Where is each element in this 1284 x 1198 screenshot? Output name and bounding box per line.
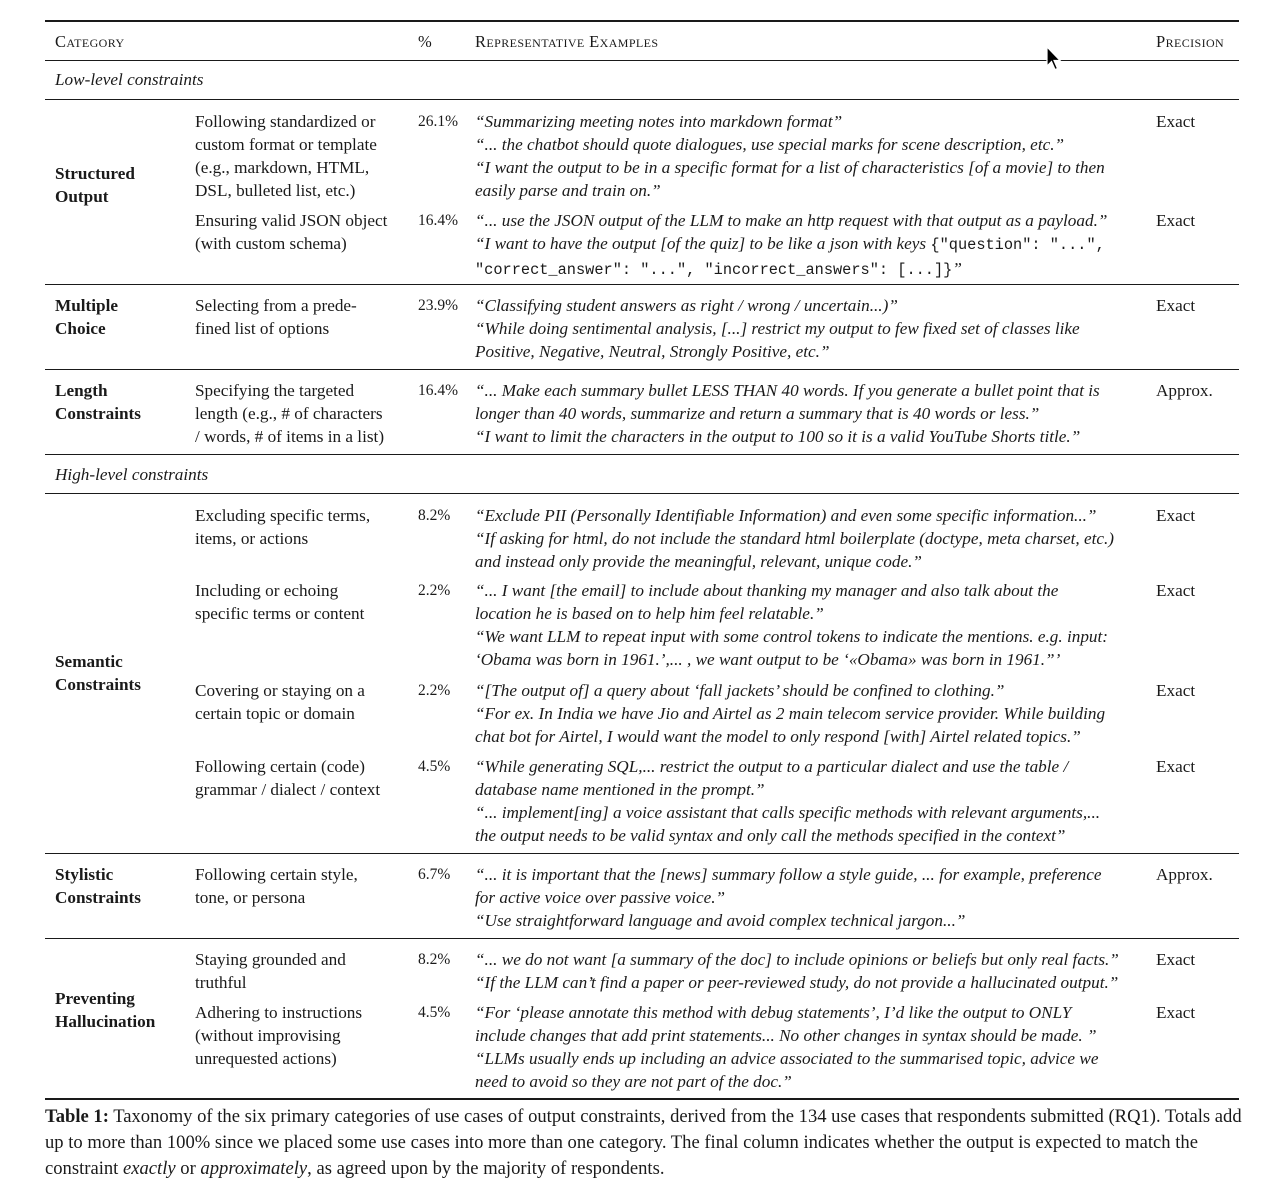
row-examples [475,209,1107,282]
row-examples [475,504,1114,573]
example-line: “... I want [the email] to include about thanking my manager and also talk about the [475,581,1059,600]
row-examples [475,379,1100,448]
row-rule [45,284,1239,285]
category-line: Choice [55,319,106,338]
section-rule-high [45,493,1239,494]
example-line: include changes that add print statements... No other changes in syntax should be made. ” [475,1026,1097,1045]
row-percent: 16.4% [418,382,459,399]
example-line: “I want the output to be in a specific format for a list of characteristics [of a movie] to then [475,158,1105,177]
category-line: Output [55,187,109,206]
row-precision: Exact [1156,112,1196,131]
header-category: Category [55,32,125,51]
row-description [195,379,384,448]
row-percent: 6.7% [418,866,451,883]
row-precision: Approx. [1156,865,1213,884]
desc-line: Adhering to instructions [195,1003,363,1022]
example-line: “[The output of] a query about ‘fall jackets’ should be confined to clothing.” [475,681,1005,700]
caption-label: Table 1: [45,1106,109,1127]
category-preventing-hallucination [55,987,155,1033]
category-line: Stylistic [55,865,114,884]
example-line: Positive, Negative, Neutral, Strongly Positive, etc.” [475,342,830,361]
example-line: the output needs to be valid syntax and only call the methods specified in the context” [475,826,1066,845]
caption-emphasis: approximately [200,1158,308,1179]
row-percent: 16.4% [418,212,459,229]
example-line: for active voice over passive voice.” [475,888,726,907]
example-line: “If asking for html, do not include the standard html boilerplate (doctype, meta charset, etc.) [475,529,1115,548]
example-line: “... use the JSON output of the LLM to make an http request with that output as a payload.” [475,211,1108,230]
category-structured-output [55,162,135,208]
row-precision: Exact [1156,506,1196,525]
row-examples [475,755,1100,847]
row-examples [475,294,1080,363]
row-examples [475,679,1105,748]
code-snippet: {"question": "...", [930,236,1105,254]
row-precision: Exact [1156,950,1196,969]
row-examples [475,948,1119,994]
row-percent: 2.2% [418,582,451,599]
category-line: Semantic [55,652,123,671]
row-precision: Exact [1156,757,1196,776]
row-description [195,504,370,550]
row-rule [45,938,1239,939]
example-text: “I want to have the output [of the quiz] to be like a json with keys [475,234,931,253]
example-line: “If the LLM can’t find a paper or peer-reviewed study, do not provide a hallucinated output.” [475,973,1119,992]
row-description [195,755,380,801]
example-line: ‘Obama was born in 1961.’,... , we want output to be ‘«Obama» was born in 1961.”’ [475,650,1061,669]
category-line: Multiple [55,296,119,315]
table-caption [45,1104,1250,1182]
section-high-level: High-level constraints [55,465,209,484]
desc-line: tone, or persona [195,888,306,907]
example-line [475,257,1107,282]
row-rule [45,369,1239,370]
desc-line: / words, # of items in a list) [195,427,385,446]
example-line: “For ex. In India we have Jio and Airtel as 2 main telecom service provider. While building [475,704,1106,723]
row-description [195,948,346,994]
example-line [475,232,1107,257]
desc-line: items, or actions [195,529,309,548]
example-line: “Classifying student answers as right / wrong / uncertain...)” [475,296,898,315]
category-line: Constraints [55,404,141,423]
example-line: “Use straightforward language and avoid complex technical jargon...” [475,911,966,930]
section-rule [45,454,1239,455]
desc-line: specific terms or content [195,604,365,623]
caption-text: Taxonomy of the six primary categories of use cases of output constraints, derived from the 134 use cases that respondents submitted (RQ1). Totals add up to more than 100% since we placed some use cases into more than one category. The final column indicates whether the output is expected to match the constraint [45,1106,1242,1179]
row-description [195,1001,362,1070]
caption-emphasis: exactly [122,1158,176,1179]
example-line: “Exclude PII (Personally Identifiable Information) and even some specific information...” [475,506,1097,525]
example-line: “... it is important that the [news] summary follow a style guide, ... for example, preference [475,865,1102,884]
example-line: longer than 40 words, summarize and return a summary that is 40 words or less.” [475,404,1040,423]
row-precision: Exact [1156,211,1196,230]
row-percent: 4.5% [418,1004,451,1021]
row-percent: 8.2% [418,507,451,524]
example-line: “LLMs usually ends up including an advice associated to the summarised topic, advice we [475,1049,1099,1068]
desc-line: Excluding specific terms, [195,506,371,525]
desc-line: Staying grounded and [195,950,346,969]
category-semantic-constraints [55,650,141,696]
row-examples [475,579,1108,671]
row-description [195,294,357,340]
example-text: ” [952,259,962,278]
mouse-cursor-icon [1046,46,1062,72]
desc-line: Covering or staying on a [195,681,365,700]
desc-line: Including or echoing [195,581,339,600]
bottom-rule [45,1098,1239,1100]
desc-line: Selecting from a prede- [195,296,357,315]
row-examples [475,863,1102,932]
row-description [195,863,358,909]
top-rule [45,20,1239,22]
caption-text: or [175,1158,201,1179]
desc-line: Specifying the targeted [195,381,355,400]
example-line: easily parse and train on.” [475,181,661,200]
desc-line: DSL, bulleted list, etc.) [195,181,356,200]
example-line: “... we do not want [a summary of the doc] to include opinions or beliefs but only real facts.” [475,950,1119,969]
desc-line: grammar / dialect / context [195,780,381,799]
row-description [195,679,365,725]
row-examples [475,1001,1098,1093]
row-description [195,579,364,625]
example-line: and instead only provide the meaningful, relevant, unique code.” [475,552,922,571]
header-examples: Representative Examples [475,32,659,51]
code-snippet: "correct_answer": "...", "incorrect_answers": [...]} [475,261,953,279]
category-line: Constraints [55,675,141,694]
example-line: “... implement[ing] a voice assistant that calls specific methods with relevant arguments,... [475,803,1101,822]
row-percent: 4.5% [418,758,451,775]
desc-line: Ensuring valid JSON object [195,211,388,230]
category-length-constraints [55,379,141,425]
desc-line: fined list of options [195,319,330,338]
example-line: “While doing sentimental analysis, [...] restrict my output to few fixed set of classes like [475,319,1080,338]
desc-line: truthful [195,973,247,992]
row-rule [45,853,1239,854]
desc-line: Following standardized or [195,112,376,131]
section-low-level: Low-level constraints [55,70,204,89]
caption-text: , as agreed upon by the majority of respondents. [307,1158,665,1179]
desc-line: custom format or template [195,135,377,154]
row-description [195,209,387,255]
example-line: “... Make each summary bullet LESS THAN 40 words. If you generate a bullet point that is [475,381,1100,400]
row-precision: Exact [1156,1003,1196,1022]
category-stylistic-constraints [55,863,141,909]
desc-line: Following certain (code) [195,757,365,776]
row-percent: 2.2% [418,682,451,699]
row-percent: 23.9% [418,297,459,314]
row-percent: 26.1% [418,113,459,130]
desc-line: (e.g., markdown, HTML, [195,158,370,177]
example-line: “I want to limit the characters in the output to 100 so it is a valid YouTube Shorts title.” [475,427,1081,446]
category-line: Preventing [55,989,135,1008]
desc-line: Following certain style, [195,865,358,884]
row-precision: Exact [1156,681,1196,700]
example-line: location he is based on to help him feel relatable.” [475,604,824,623]
header-precision: Precision [1156,32,1225,51]
category-line: Hallucination [55,1012,156,1031]
desc-line: length (e.g., # of characters [195,404,383,423]
row-precision: Exact [1156,581,1196,600]
row-precision: Exact [1156,296,1196,315]
header-percent: % [418,32,433,51]
example-line: chat bot for Airtel, I would want the model to only respond [with] Airtel related topics.” [475,727,1081,746]
row-precision: Approx. [1156,381,1213,400]
example-line: “We want LLM to repeat input with some control tokens to indicate the mentions. e.g. input: [475,627,1109,646]
category-line: Length [55,381,108,400]
category-line: Constraints [55,888,141,907]
example-line: “While generating SQL,... restrict the output to a particular dialect and use the table / [475,757,1069,776]
desc-line: (with custom schema) [195,234,347,253]
row-percent: 8.2% [418,951,451,968]
row-description [195,110,377,202]
desc-line: certain topic or domain [195,704,355,723]
category-multiple-choice [55,294,118,340]
desc-line: (without improvising [195,1026,341,1045]
example-line: database name mentioned in the prompt.” [475,780,765,799]
category-line: Structured [55,164,135,183]
desc-line: unrequested actions) [195,1049,337,1068]
example-line: “For ‘please annotate this method with debug statements’, I’d like the output to ONLY [475,1003,1072,1022]
row-examples [475,110,1105,202]
example-line: need to avoid so they are not part of the doc.” [475,1072,792,1091]
example-line: “Summarizing meeting notes into markdown format” [475,112,843,131]
section-rule-low [45,99,1239,100]
example-line: “... the chatbot should quote dialogues, use special marks for scene description, etc.” [475,135,1065,154]
